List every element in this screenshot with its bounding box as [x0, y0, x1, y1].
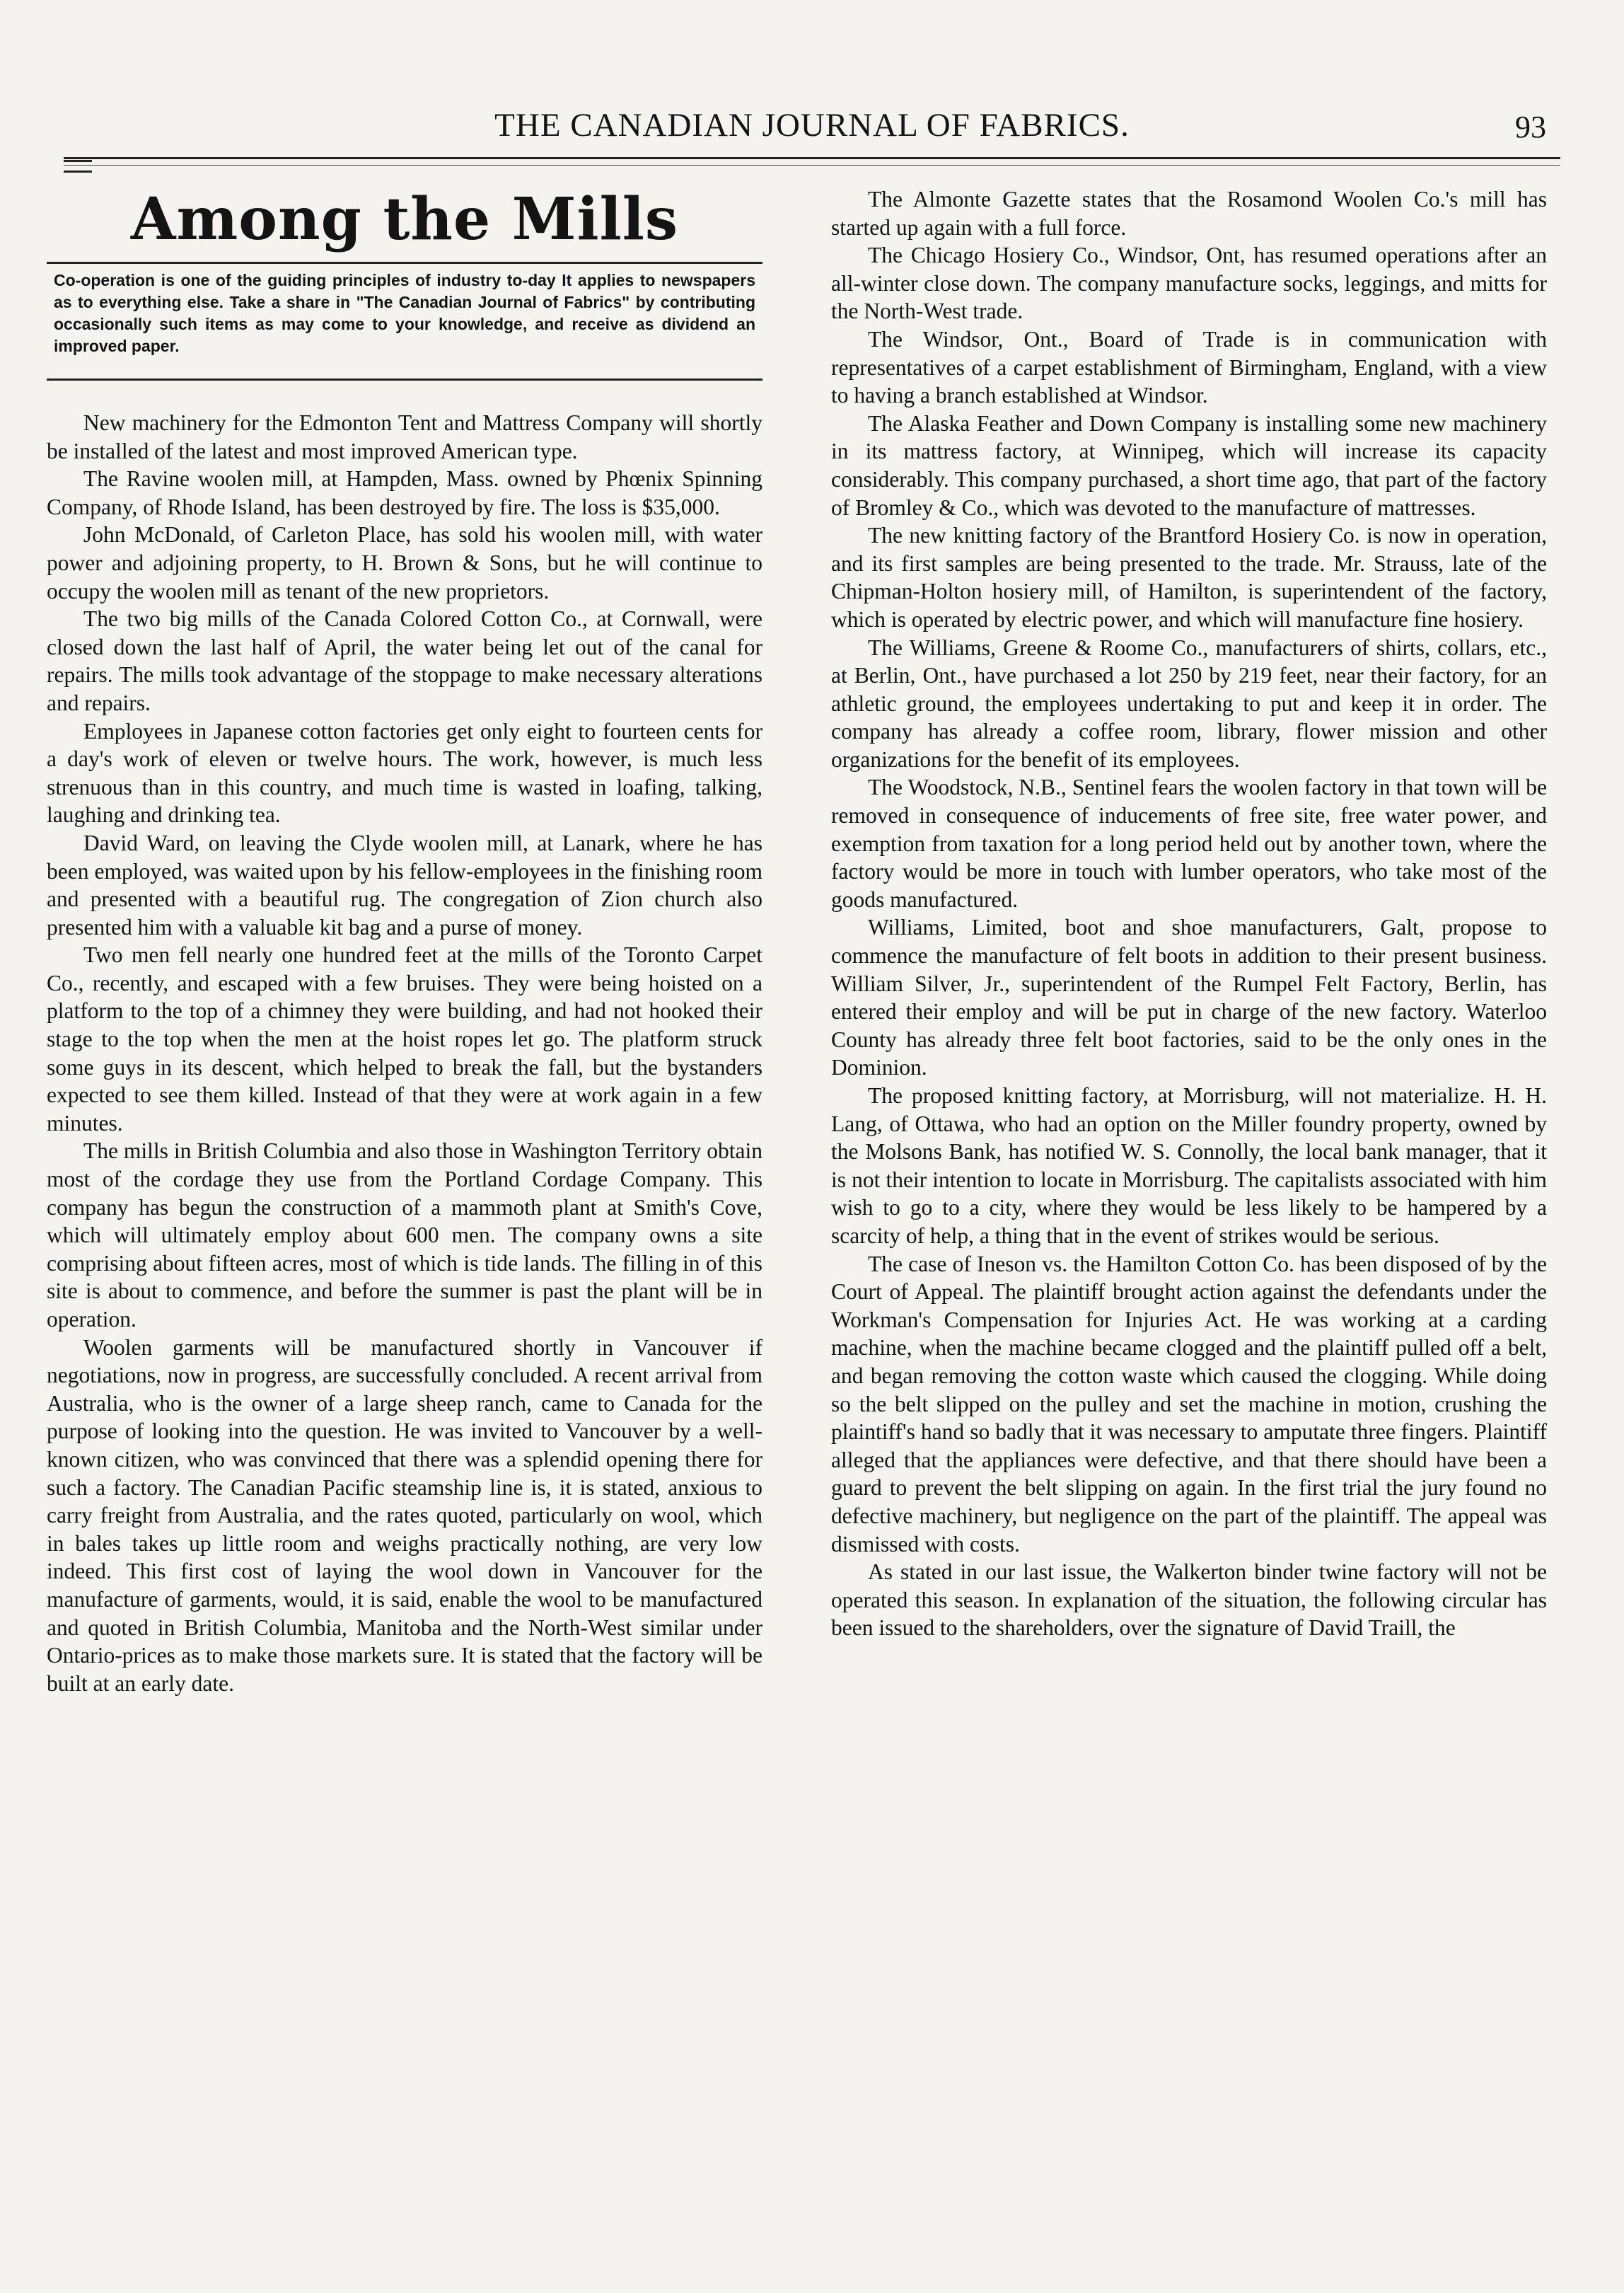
- paragraph: John McDonald, of Carleton Place, has sold his woolen mill, with water power and adjoining property, to H. Brown & Sons, but he will continue to occupy the woolen mill as tenant of the new proprietors.: [47, 522, 762, 603]
- right-column: [831, 185, 1547, 1642]
- header-rule: [64, 157, 1560, 166]
- paragraph: The Chicago Hosiery Co., Windsor, Ont, has resumed operations after an all-winter close down. The company manufacture socks, leggings, and mitts for the North-West trade.: [831, 243, 1547, 324]
- page-header: [64, 106, 1560, 156]
- paragraph: Employees in Japanese cotton factories get only eight to fourteen cents for a day's work of eleven or twelve hours. The work, however, is much less strenuous than in this country, and much time is wasted in loafing, talking, laughing and drinking tea.: [47, 718, 762, 828]
- paragraph: The mills in British Columbia and also those in Washington Territory obtain most of the cordage they use from the Portland Cordage Company. This company has begun the construction of a mammoth plant at Smith's Cove, which will ultimately employ about 600 men. The company owns a site comprising about fifteen acres, most of which is tide lands. The filling in of this site is about to commence, and before the summer is past the plant will be in operation.: [47, 1138, 762, 1332]
- paragraph: New machinery for the Edmonton Tent and Mattress Company will shortly be installed of the latest and most improved American type.: [47, 410, 762, 463]
- section-intro: Co-operation is one of the guiding principles of industry to-day It applies to newspapers as to everything else. Take a share in "The Canadian Journal of Fabrics" by contributing occasionally such items as may come to your knowledge, and receive as dividend an improved paper.: [54, 271, 755, 355]
- section-title: Among the Mills: [130, 185, 679, 253]
- paragraph: David Ward, on leaving the Clyde woolen mill, at Lanark, where he has been employed, was waited upon by his fellow-employees in the finishing room and presented with a beautiful rug. The congregation of Zion church also presented him with a valuable kit bag and a purse of money.: [47, 830, 762, 940]
- section-intro-rule: [47, 379, 762, 381]
- header-rule-mark: [64, 160, 92, 173]
- section-title-rule: [47, 262, 762, 264]
- paragraph: The Windsor, Ont., Board of Trade is in communication with representatives of a carpet establishment of Birmingham, England, with a view to having a branch established at Windsor.: [831, 326, 1547, 408]
- paragraph: The proposed knitting factory, at Morrisburg, will not materialize. H. H. Lang, of Ottawa, who had an option on the Miller foundry property, owned by the Molsons Bank, has notified W. S. Connolly, the local bank manager, that it is not their intention to locate in Morrisburg. The capitalists associated with him wish to go to a city, where they would be less likely to be hampered by a scarcity of help, a thing that in the event of strikes would be serious.: [831, 1083, 1547, 1248]
- paragraph: The Woodstock, N.B., Sentinel fears the woolen factory in that town will be removed in consequence of inducements of free site, free water power, and exemption from taxation for a long period held out by another town, where the factory would be more in touch with lumber operators, who take most of the goods manufactured.: [831, 775, 1547, 912]
- paragraph: The new knitting factory of the Brantford Hosiery Co. is now in operation, and its first samples are being presented to the trade. Mr. Strauss, late of the Chipman-Holton hosiery mill, of Hamilton, is superintendent of the factory, which is operated by electric power, and which will manufacture fine hosiery.: [831, 523, 1547, 632]
- paragraph: Williams, Limited, boot and shoe manufacturers, Galt, propose to commence the manufacture of felt boots in addition to their present business. William Silver, Jr., superintendent of the Rumpel Felt Factory, Berlin, has entered their employ and will be put in charge of the new factory. Waterloo County has already three felt boot factories, said to be the only ones in the Dominion.: [831, 915, 1547, 1080]
- paragraph: The Williams, Greene & Roome Co., manufacturers of shirts, collars, etc., at Berlin, Ont., have purchased a lot 250 by 219 feet, near their factory, for an athletic ground, the employees undertaking to put and keep it in order. The company has already a coffee room, library, flower mission and other organizations for the benefit of its employees.: [831, 635, 1547, 772]
- paragraph: The Ravine woolen mill, at Hampden, Mass. owned by Phœnix Spinning Company, of Rhode Island, has been destroyed by fire. The loss is $35,000.: [47, 466, 762, 519]
- paragraph: The Alaska Feather and Down Company is installing some new machinery in its mattress factory, at Winnipeg, which will increase its capacity considerably. This company purchased, a short time ago, that part of the factory of Bromley & Co., which was devoted to the manufacture of mattresses.: [831, 410, 1547, 520]
- paragraph: Two men fell nearly one hundred feet at the mills of the Toronto Carpet Co., recently, and escaped with a few bruises. They were being hoisted on a platform to the top of a chimney they were building, and had not hooked their stage to the top when the men at the hoist ropes let go. The platform struck some guys in its descent, which helped to break the fall, but the bystanders expected to see them killed. Instead of that they were at work again in a few minutes.: [47, 942, 762, 1136]
- left-column: [47, 185, 762, 1697]
- paragraph: Woolen garments will be manufactured shortly in Vancouver if negotiations, now in progress, are successfully concluded. A recent arrival from Australia, who is the owner of a large sheep ranch, came to Canada for the purpose of looking into the question. He was invited to Vancouver by a well-known citizen, who was convinced that there was a splendid opening there for such a factory. The Canadian Pacific steamship line is, it is stated, anxious to carry freight from Australia, and the rates quoted, particularly on wool, which in bales takes up little room and weighs practically nothing, are very low indeed. This first cost of laying the wool down in Vancouver for the manufacture of garments, would, it is said, enable the wool to be manufactured and quoted in British Columbia, Manitoba and the North-West similar under Ontario-prices as to make those markets sure. It is stated that the factory will be built at an early date.: [47, 1334, 762, 1696]
- paragraph: The two big mills of the Canada Colored Cotton Co., at Cornwall, were closed down the last half of April, the water being let out of the canal for repairs. The mills took advantage of the stoppage to make necessary alterations and repairs.: [47, 606, 762, 715]
- paragraph: The Almonte Gazette states that the Rosamond Woolen Co.'s mill has started up again with a full force.: [831, 187, 1547, 240]
- page-number: 93: [1515, 110, 1546, 144]
- running-title: THE CANADIAN JOURNAL OF FABRICS.: [494, 107, 1130, 144]
- paragraph: The case of Ineson vs. the Hamilton Cotton Co. has been disposed of by the Court of Appeal. The plaintiff brought action against the defendants under the Workman's Compensation for Injuries Act. He was working at a carding machine, when the machine became clogged and the plaintiff pulled off a belt, and began removing the cotton waste which caused the clogging. While doing so the belt slipped on the pulley and set the machine in motion, crushing the plaintiff's hand so badly that it was necessary to amputate three fingers. Plaintiff alleged that the appliances were defective, and that there should have been a guard to prevent the belt slipping on again. In the first trial the jury found no defective machinery, but negligence on the part of the plaintiff. The appeal was dismissed with costs.: [831, 1251, 1547, 1556]
- paragraph: As stated in our last issue, the Walkerton binder twine factory will not be operated this season. In explanation of the situation, the following circular has been issued to the shareholders, over the signature of David Traill, the: [831, 1559, 1547, 1641]
